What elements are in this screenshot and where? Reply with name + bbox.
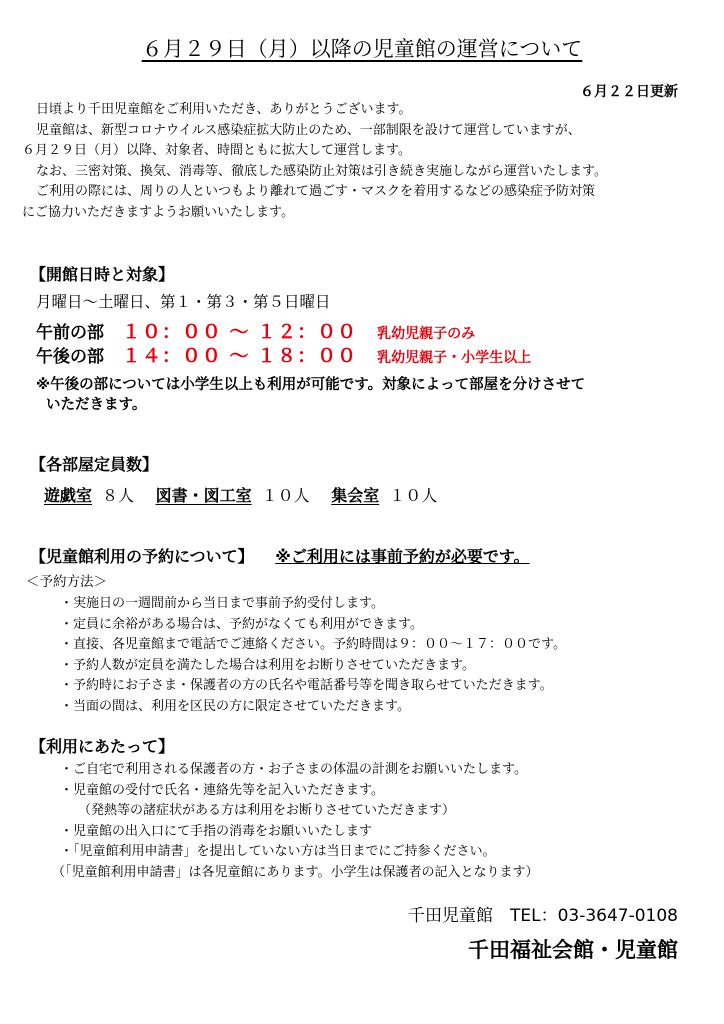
organization-name: 千田福祉会館・児童館 bbox=[468, 938, 678, 962]
page-title bbox=[0, 34, 724, 64]
room-name-hall: 集会室 bbox=[331, 486, 380, 505]
morning-target: 乳幼児親子のみ bbox=[377, 326, 476, 342]
afternoon-note bbox=[36, 375, 696, 415]
list-item: ・定員に余裕がある場合は、予約がなくても利用ができます。 bbox=[60, 616, 423, 632]
afternoon-target: 乳幼児親子・小学生以上 bbox=[377, 350, 532, 366]
afternoon-time: １４：００ ～ １８：００ bbox=[121, 345, 358, 367]
list-item: ・予約時にお子さま・保護者の方の氏名や電話番号等を聞き取らせていただきます。 bbox=[60, 678, 553, 693]
room-count-library: １０人 bbox=[261, 486, 310, 505]
afternoon-label: 午後の部 bbox=[36, 347, 104, 367]
list-item: ・当面の間は、利用を区民の方に限定させていただきます。 bbox=[60, 698, 410, 714]
intro-text bbox=[22, 100, 692, 223]
intro-line: 児童館は、新型コロナウイルス感染症拡大防止のため、一部制限を設けて運営していますが、 bbox=[36, 122, 581, 138]
capacity-heading: 【各部屋定員数】 bbox=[30, 455, 159, 474]
room-name-playroom: 遊戯室 bbox=[44, 486, 93, 505]
usage-heading: 【利用にあたって】 bbox=[30, 737, 175, 756]
room-capacity-list bbox=[44, 484, 453, 508]
page-title-text: ６月２９日（月）以降の児童館の運営について bbox=[141, 37, 583, 61]
contact-phone: 千田児童館 TEL：03-3647-0108 bbox=[407, 906, 678, 926]
morning-slot bbox=[36, 320, 475, 346]
reservation-heading: 【児童館利用の予約について】 bbox=[30, 547, 254, 566]
list-item: ・予約人数が定員を満たした場合は利用をお断りさせていただきます。 bbox=[60, 657, 475, 673]
list-item: （発熱等の諸症状がある方は利用をお断りさせていただきます） bbox=[78, 803, 456, 818]
list-item: ・「児童館利用申請書」を提出していない方は当日までにご持参ください。 bbox=[60, 844, 496, 859]
intro-line: 日頃より千田児童館をご利用いただき、ありがとうございます。 bbox=[36, 102, 412, 117]
morning-label: 午前の部 bbox=[36, 323, 104, 343]
list-item: ・児童館の出入口にて手指の消毒をお願いいたします bbox=[60, 823, 373, 839]
intro-line: ６月２９日（月）以降、対象者、時間ともに拡大して運営します。 bbox=[22, 143, 411, 158]
open-days: 月曜日～土曜日、第１・第３・第５日曜日 bbox=[36, 293, 331, 311]
list-item: ・直接、各児童館まで電話でご連絡ください。予約時間は９：００～１７：００です。 bbox=[60, 637, 566, 652]
usage-list bbox=[52, 760, 700, 883]
note-line: いただきます。 bbox=[46, 397, 147, 413]
list-item: ・実施日の一週間前から当日まで事前予約受付します。 bbox=[60, 596, 384, 611]
updated-date: ６月２２日更新 bbox=[580, 84, 678, 100]
reservation-heading-row bbox=[30, 546, 530, 568]
morning-time: １０：００ ～ １２：００ bbox=[121, 321, 358, 343]
intro-line: なお、三密対策、換気、消毒等、徹底した感染防止対策は引き続き実施しながら運営いたします。 bbox=[36, 163, 607, 179]
list-item: ・ご自宅で利用される保護者の方・お子さまの体温の計測をお願いいたします。 bbox=[60, 762, 527, 777]
list-item: （「児童館利用申請書」は各児童館にあります。小学生は保護者の記入となります） bbox=[52, 864, 539, 880]
afternoon-slot bbox=[36, 344, 531, 370]
intro-line: にご協力いただきますようお願いいたします。 bbox=[22, 204, 294, 220]
intro-line: ご利用の際には、周りの人といつもより離れて過ごす・マスクを着用するなどの感染症予防対策 bbox=[36, 184, 596, 199]
reservation-required-note: ※ご利用には事前予約が必要です。 bbox=[275, 547, 530, 566]
reservation-list bbox=[60, 594, 700, 717]
hours-heading: 【開館日時と対象】 bbox=[30, 265, 175, 284]
room-count-hall: １０人 bbox=[389, 486, 438, 505]
reservation-method-heading: ＜予約方法＞ bbox=[26, 574, 107, 590]
list-item: ・児童館の受付で氏名・連絡先等を記入いただきます。 bbox=[60, 782, 384, 798]
note-line: ※午後の部については小学生以上も利用が可能です。対象によって部屋を分けさせて bbox=[36, 377, 586, 393]
room-name-library: 図書・図工室 bbox=[155, 486, 252, 505]
room-count-playroom: ８人 bbox=[102, 486, 135, 505]
